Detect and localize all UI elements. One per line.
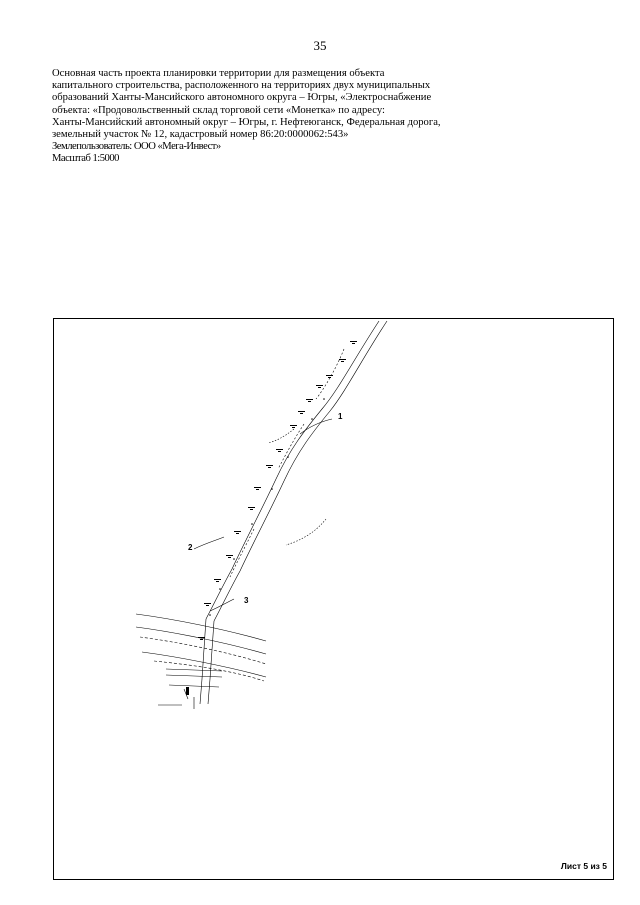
page-number: 35	[313, 38, 327, 53]
header-line-2: капитального строительства, расположенного на территориях двух муниципальных	[52, 80, 431, 92]
map-symbols	[186, 341, 357, 695]
header-line-1: Основная часть проекта планировки территории для размещения объекта	[52, 68, 385, 79]
callout-2: 2	[188, 543, 193, 552]
route-corridor	[136, 321, 387, 709]
callout-1: 1	[338, 412, 343, 421]
header-line-5: Ханты-Мансийский автономный округ – Югры, г. Нефтеюганск, Федеральная дорога,	[52, 116, 441, 128]
map-frame	[53, 318, 614, 880]
land-user: Землепользователь: ООО «Мега-Инвест»	[52, 141, 221, 153]
map-scale: Масштаб 1:5000	[52, 153, 119, 165]
sheet-label: Лист 5 из 5	[560, 861, 607, 871]
document-header	[52, 68, 592, 166]
header-line-4: объекта: «Продовольственный склад торговой сети «Монетка» по адресу:	[52, 104, 385, 116]
route-map-drawing	[54, 319, 615, 881]
header-line-6: земельный участок № 12, кадастровый номер 86:20:0000062:543»	[52, 129, 349, 141]
callout-3: 3	[244, 596, 249, 605]
header-line-3: образований Ханты-Мансийского автономного округа – Югры, «Электроснабжение	[52, 92, 432, 104]
